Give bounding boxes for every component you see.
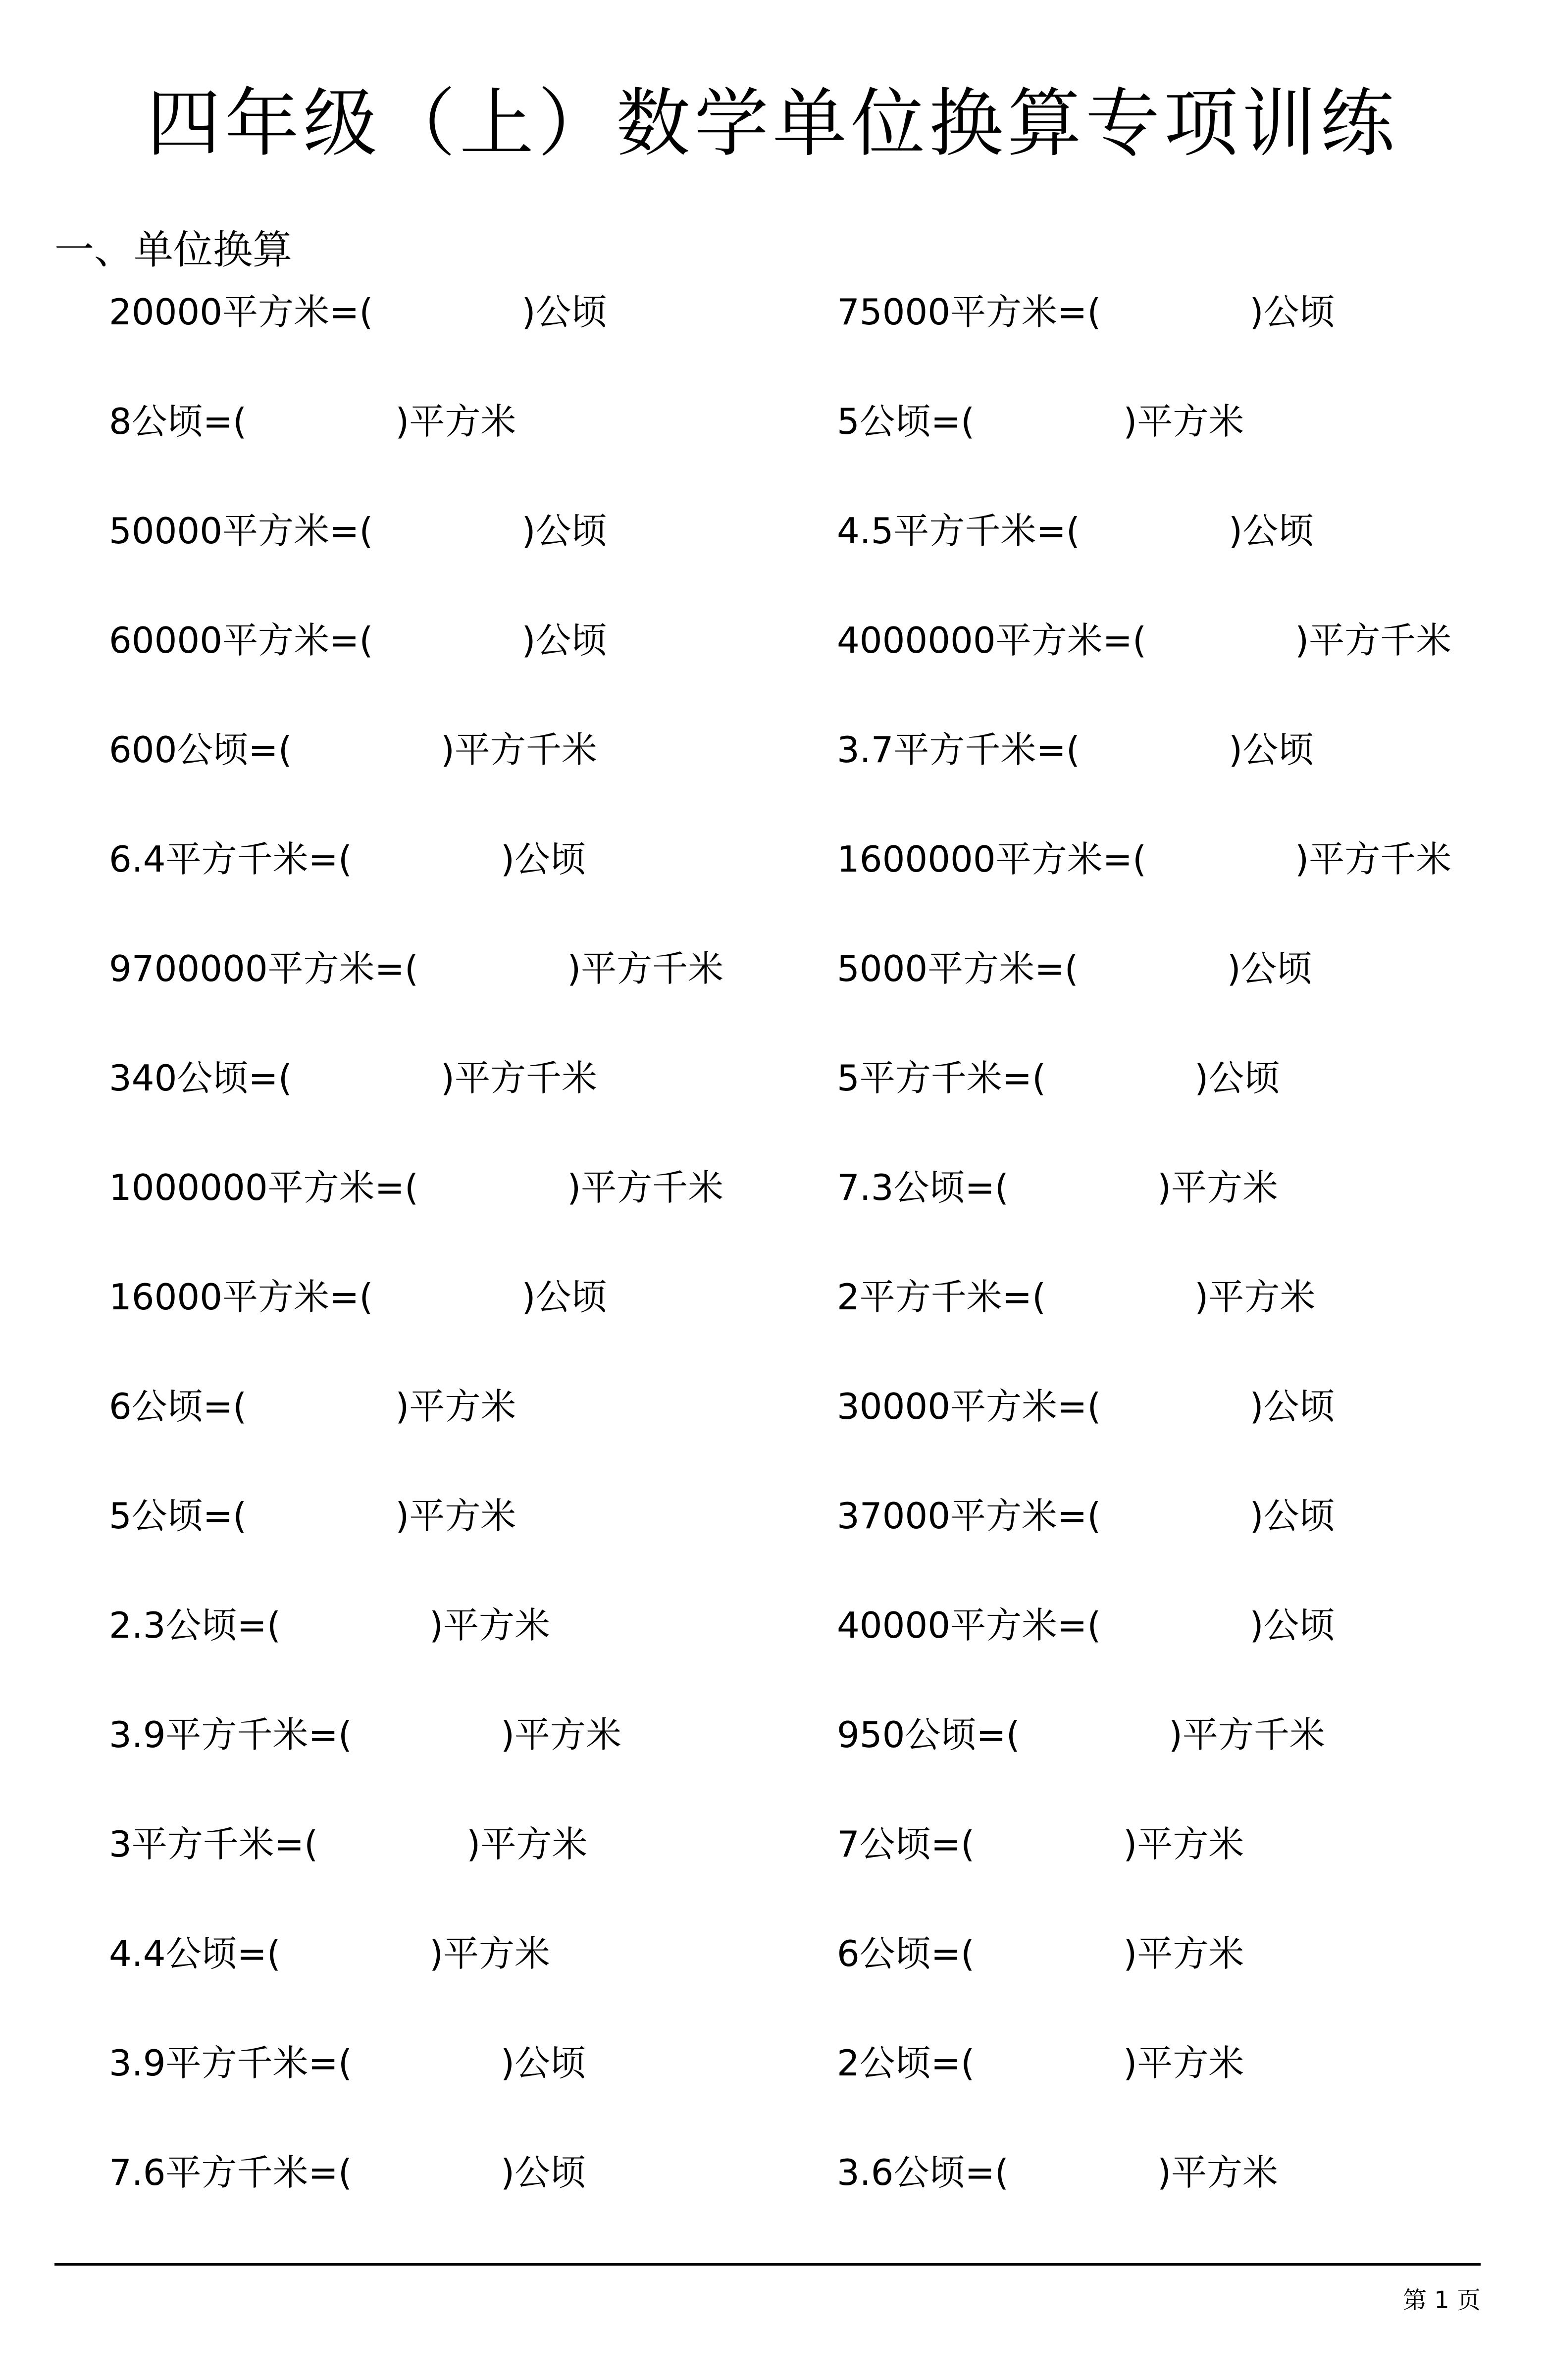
problem-question: 3.7平方千米=(: [837, 729, 1080, 771]
conversion-problem: [109, 832, 586, 886]
problem-unit: )平方千米: [567, 948, 724, 989]
problem-unit: )公顷: [1194, 1057, 1280, 1099]
problem-unit: )平方米: [395, 1495, 516, 1537]
conversion-problem: [109, 1160, 723, 1215]
problem-question: 600公顷=(: [109, 729, 292, 771]
page-number: 第 1 页: [1402, 2286, 1481, 2314]
problem-question: 5000平方米=(: [837, 948, 1079, 989]
problem-question: 37000平方米=(: [837, 1495, 1101, 1537]
problem-unit: )平方米: [429, 1604, 551, 1646]
problem-unit: )平方米: [1194, 1276, 1316, 1318]
conversion-problem: [109, 1379, 516, 1434]
problem-question: 30000平方米=(: [837, 1386, 1101, 1427]
problem-unit: )平方米: [1123, 1933, 1244, 1974]
problem-unit: )平方千米: [1295, 620, 1452, 661]
conversion-problem: [837, 285, 1335, 339]
conversion-problem: [109, 613, 607, 668]
conversion-problem: [837, 1379, 1335, 1434]
problem-question: 40000平方米=(: [837, 1604, 1101, 1646]
problem-unit: )公顷: [1249, 291, 1335, 333]
conversion-problem: [837, 504, 1314, 558]
conversion-problem: [837, 1707, 1325, 1762]
problem-unit: )平方米: [1157, 2152, 1279, 2193]
problem-question: 6.4平方千米=(: [109, 838, 352, 880]
problem-unit: )公顷: [1228, 729, 1314, 771]
problem-question: 5公顷=(: [837, 401, 975, 442]
problem-unit: )公顷: [521, 510, 607, 552]
problem-unit: )平方米: [395, 401, 516, 442]
problem-question: 3.9平方千米=(: [109, 1714, 352, 1756]
conversion-problem: [109, 941, 723, 996]
problem-question: 950公顷=(: [837, 1714, 1020, 1756]
problem-unit: )平方千米: [1295, 838, 1452, 880]
conversion-problem: [837, 394, 1244, 449]
problem-unit: )平方千米: [440, 729, 597, 771]
problem-unit: )平方千米: [567, 1167, 724, 1208]
problem-unit: )公顷: [521, 620, 607, 661]
conversion-problem: [837, 1926, 1244, 1981]
conversion-problem: [109, 2145, 586, 2200]
conversion-problem: [837, 613, 1451, 668]
problem-question: 20000平方米=(: [109, 291, 373, 333]
problem-question: 340公顷=(: [109, 1057, 292, 1099]
problem-question: 1600000平方米=(: [837, 838, 1147, 880]
conversion-problem: [837, 1598, 1335, 1653]
conversion-problem: [837, 1489, 1335, 1543]
conversion-problem: [109, 394, 516, 449]
problem-unit: )公顷: [500, 2042, 586, 2084]
conversion-problem: [109, 1817, 587, 1871]
problem-question: 6公顷=(: [109, 1386, 247, 1427]
conversion-problem: [109, 285, 607, 339]
worksheet-title: 四年级（上）数学单位换算专项训练: [146, 81, 1398, 167]
problem-question: 2公顷=(: [837, 2042, 975, 2084]
problem-question: 6公顷=(: [837, 1933, 975, 1974]
conversion-problem: [837, 1817, 1244, 1871]
conversion-problem: [837, 2036, 1244, 2090]
conversion-problem: [109, 1489, 516, 1543]
section-heading: 一、单位换算: [54, 227, 292, 273]
problem-question: 4.5平方千米=(: [837, 510, 1080, 552]
problem-question: 8公顷=(: [109, 401, 247, 442]
problem-unit: )平方千米: [1168, 1714, 1325, 1756]
problem-question: 3.6公顷=(: [837, 2152, 1009, 2193]
conversion-problem: [837, 1051, 1280, 1105]
problem-unit: )公顷: [500, 2152, 586, 2193]
problem-unit: )平方米: [466, 1823, 588, 1865]
conversion-problem: [109, 1051, 597, 1105]
problem-unit: )公顷: [1249, 1495, 1335, 1537]
problem-question: 5平方千米=(: [837, 1057, 1046, 1099]
problem-question: 75000平方米=(: [837, 291, 1101, 333]
problem-question: 3平方千米=(: [109, 1823, 318, 1865]
conversion-problem: [109, 1707, 621, 1762]
problem-question: 4000000平方米=(: [837, 620, 1147, 661]
problem-unit: )平方米: [1157, 1167, 1279, 1208]
problem-unit: )平方米: [1123, 2042, 1244, 2084]
problem-question: 9700000平方米=(: [109, 948, 419, 989]
problem-question: 7公顷=(: [837, 1823, 975, 1865]
problem-question: 2平方千米=(: [837, 1276, 1046, 1318]
conversion-problem: [837, 1160, 1278, 1215]
problem-unit: )平方米: [429, 1933, 551, 1974]
conversion-problem: [109, 723, 597, 777]
problem-unit: )平方千米: [440, 1057, 597, 1099]
problem-unit: )公顷: [1249, 1386, 1335, 1427]
problem-question: 5公顷=(: [109, 1495, 247, 1537]
problem-question: 2.3公顷=(: [109, 1604, 281, 1646]
problem-question: 3.9平方千米=(: [109, 2042, 352, 2084]
problem-unit: )公顷: [1228, 510, 1314, 552]
problem-unit: )平方米: [395, 1386, 516, 1427]
problem-question: 50000平方米=(: [109, 510, 373, 552]
problem-question: 7.6平方千米=(: [109, 2152, 352, 2193]
conversion-problem: [837, 2145, 1278, 2200]
problem-unit: )公顷: [1227, 948, 1312, 989]
problem-question: 7.3公顷=(: [837, 1167, 1009, 1208]
conversion-problem: [837, 1270, 1315, 1324]
conversion-problem: [837, 832, 1451, 886]
conversion-problem: [109, 1926, 550, 1981]
problem-unit: )公顷: [521, 1276, 607, 1318]
problem-unit: )平方米: [1123, 401, 1244, 442]
conversion-problem: [837, 723, 1314, 777]
problem-question: 4.4公顷=(: [109, 1933, 281, 1974]
conversion-problem: [837, 941, 1312, 996]
problem-question: 16000平方米=(: [109, 1276, 373, 1318]
conversion-problem: [109, 2036, 586, 2090]
problem-question: 60000平方米=(: [109, 620, 373, 661]
conversion-problem: [109, 1598, 550, 1653]
footer-divider: [54, 2263, 1481, 2266]
problem-unit: )平方米: [500, 1714, 622, 1756]
problem-unit: )公顷: [500, 838, 586, 880]
problem-unit: )公顷: [521, 291, 607, 333]
problem-unit: )平方米: [1123, 1823, 1244, 1865]
problem-unit: )公顷: [1249, 1604, 1335, 1646]
problem-question: 1000000平方米=(: [109, 1167, 419, 1208]
conversion-problem: [109, 504, 607, 558]
conversion-problem: [109, 1270, 607, 1324]
